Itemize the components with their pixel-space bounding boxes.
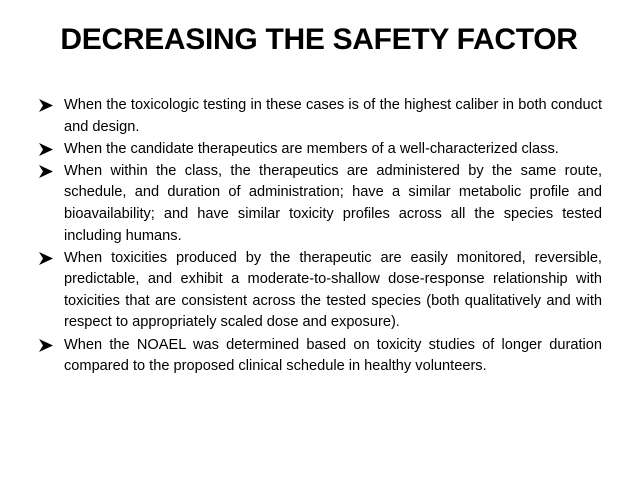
bullet-text: When the NOAEL was determined based on toxicity studies of longer duration compared to the proposed clinical schedule in healthy volunteers.: [64, 336, 602, 375]
bullet-text: When within the class, the therapeutics are administered by the same route, schedule, and duration of administration; have a similar metabolic profile and bioavailability; and have similar toxicity profiles across all the species tested including humans.: [64, 162, 602, 244]
arrow-right-icon: [38, 98, 54, 113]
bullet-item: [38, 95, 602, 138]
bullet-item: [38, 161, 602, 247]
arrow-right-icon: [38, 338, 54, 353]
bullet-item: [38, 248, 602, 334]
slide-title: DECREASING THE SAFETY FACTOR: [60, 23, 578, 56]
bullet-text: When the toxicologic testing in these cases is of the highest caliber in both conduct and design.: [64, 97, 602, 135]
arrow-right-icon: [38, 251, 54, 266]
arrow-right-icon: [38, 164, 54, 179]
arrow-right-icon: [38, 142, 54, 157]
bullet-item: [38, 335, 602, 378]
bullet-list: [38, 95, 602, 378]
bullet-item: [38, 139, 602, 161]
bullet-text: When the candidate therapeutics are members of a well-characterized class.: [64, 140, 559, 157]
bullet-text: When toxicities produced by the therapeutic are easily monitored, reversible, predictable, and exhibit a moderate-to-shallow dose-response relationship with toxicities that are consistent across the tested species (both qualitatively and with respect to appropriately scaled dose and exposure).: [64, 249, 602, 331]
